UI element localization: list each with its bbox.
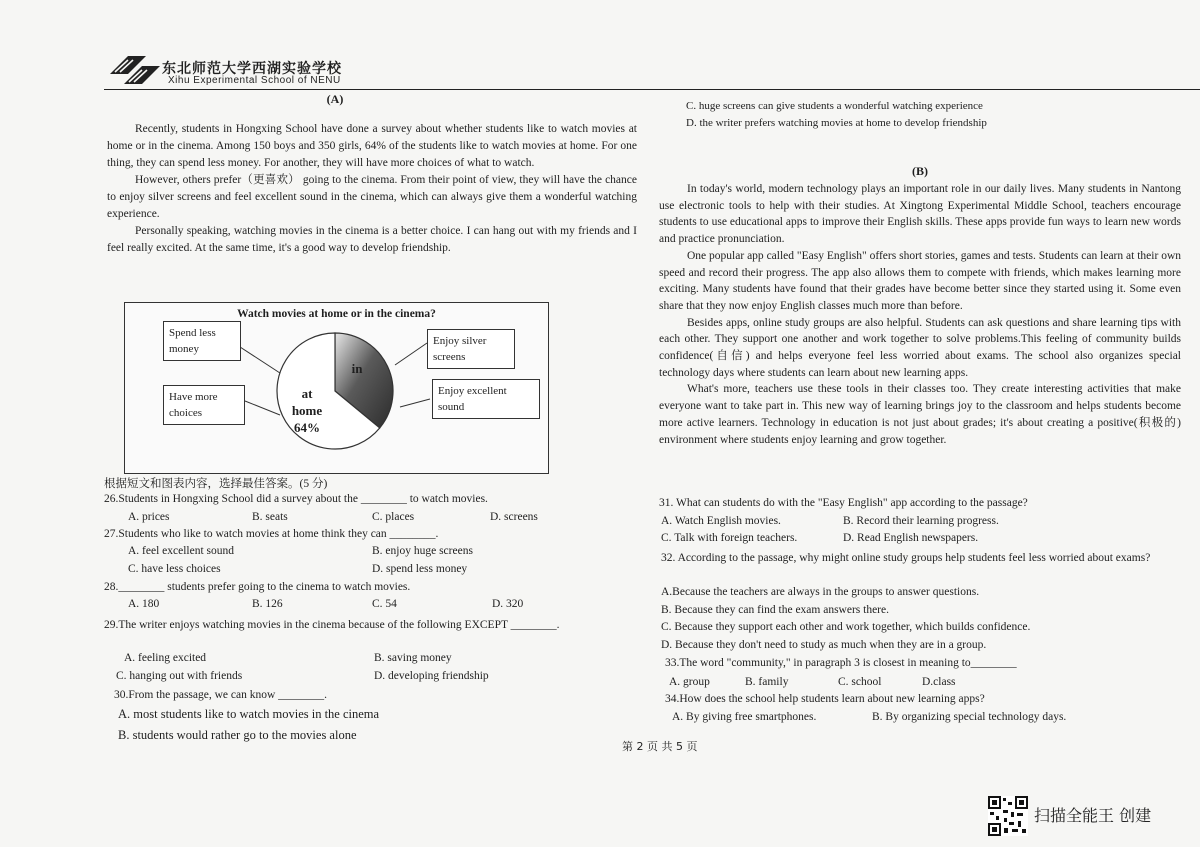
page-number: 第 2 页 共 5 页 <box>622 740 698 753</box>
option: C. school <box>838 676 882 688</box>
option: D. screens <box>490 511 538 523</box>
passage-b-paragraph: In today's world, modern technology plays an important role in our daily lives. Many students in Nantong use electronic tools to help with their studies. At Xingtong Experimental Middle School, teachers encourage students to use educational apps to improve their English skills. These apps provide fun ways to learn new words and practice pronunciation. <box>659 183 1181 246</box>
annotation-have-more-choices: Have more choices <box>163 385 245 425</box>
option: A. group <box>669 676 710 688</box>
option: B. family <box>745 676 789 688</box>
passage-a-title: (A) <box>326 92 344 106</box>
question-29: 29.The writer enjoys watching movies in the cinema because of the following EXCEPT ________. <box>104 619 560 631</box>
option: B. Record their learning progress. <box>843 515 999 527</box>
passage-a-text <box>107 121 637 257</box>
option: A. feeling excited <box>124 652 207 664</box>
question-31: 31. What can students do with the "Easy English" app according to the passage? <box>659 497 1028 509</box>
question-30: 30.From the passage, we can know ________. <box>114 689 328 701</box>
option: B. enjoy huge screens <box>372 545 473 557</box>
header-divider <box>104 89 1200 90</box>
option: B. Because they can find the exam answers there. <box>661 604 889 616</box>
qr-code-icon <box>988 796 1028 836</box>
option: A. prices <box>128 511 170 523</box>
option: A.Because the teachers are always in the groups to answer questions. <box>661 586 980 598</box>
question-26: 26.Students in Hongxing School did a survey about the ________ to watch movies. <box>104 493 488 505</box>
passage-b-paragraph: One popular app called "Easy English" offers short stories, games and tests. Students can learn at their own speed and record their progress. The app also allows them to compete with friends, which makes learning more exciting. Many students have found that their grades have become better since they started using it. Some even share that they now enjoy English classes much more than before. <box>659 249 1181 312</box>
option: C. have less choices <box>128 563 221 575</box>
option: D. spend less money <box>372 563 468 575</box>
option: A. feel excellent sound <box>128 545 235 557</box>
passage-b-paragraph: Besides apps, online study groups are also helpful. Students can ask questions and share learning tips with each other. They support one another and work together to solve problems.This feeling of community builds confidence(自信) and helps everyone feel less worried about exams. The school also organizes special technology days where students can learn about new learning apps. <box>659 316 1181 379</box>
question-32: 32. According to the passage, why might online study groups help students feel less worried about exams? <box>661 552 1151 564</box>
option: D. developing friendship <box>374 670 489 682</box>
pie-label-in-cinema: in <box>351 361 363 376</box>
option: B. seats <box>252 511 288 523</box>
option: B. saving money <box>374 652 452 664</box>
pie-chart-figure <box>124 302 549 474</box>
annotation-spend-less-money: Spend less money <box>163 321 241 361</box>
option: D.class <box>922 676 956 688</box>
question-33: 33.The word "community," in paragraph 3 is closest in meaning to________ <box>665 657 1017 669</box>
school-name-english: Xihu Experimental School of NENU <box>168 75 341 86</box>
annotation-enjoy-silver-screens: Enjoy silver screens <box>427 329 515 369</box>
question-34: 34.How does the school help students learn about new learning apps? <box>665 693 985 705</box>
passage-b-paragraph: What's more, teachers use these tools in their classes too. They create interesting activities that make everyone want to take part in. This new way of learning brings joy to the classroom and helps students become more active learners. Technology in education is not just about grades; it's about creating a positive(积极的) environment where students enjoy learning and grow together. <box>659 383 1181 446</box>
annotation-enjoy-excellent-sound: Enjoy excellent sound <box>432 379 540 419</box>
option: D. Because they don't need to study as much when they are in a group. <box>661 639 987 651</box>
option: C. Because they support each other and work together, which builds confidence. <box>661 621 1031 633</box>
option: C. huge screens can give students a wonderful watching experience <box>686 100 983 112</box>
option: D. Read English newspapers. <box>843 532 979 544</box>
school-name-chinese: 东北师范大学西湖实验学校 <box>162 61 342 77</box>
passage-b-text <box>659 181 1181 448</box>
question-28: 28.________ students prefer going to the cinema to watch movies. <box>104 581 411 593</box>
passage-b-title: (B) <box>912 164 928 178</box>
option: D. the writer prefers watching movies at home to develop friendship <box>686 117 987 129</box>
instruction: 根据短文和图表内容，选择最佳答案。(5 分) <box>104 478 328 490</box>
option: C. hanging out with friends <box>116 670 243 682</box>
question-27: 27.Students who like to watch movies at home think they can ________. <box>104 528 439 540</box>
option: C. places <box>372 511 415 523</box>
scanner-watermark: 扫描全能王 创建 <box>1034 806 1152 825</box>
option: B. 126 <box>252 598 283 610</box>
option: D. 320 <box>492 598 524 610</box>
option: C. Talk with foreign teachers. <box>661 532 798 544</box>
option: B. By organizing special technology days. <box>872 711 1067 723</box>
school-logo-icon <box>106 52 164 88</box>
option: C. 54 <box>372 598 397 610</box>
option: A. 180 <box>128 598 160 610</box>
chart-title: Watch movies at home or in the cinema? <box>237 308 436 320</box>
passage-a-paragraph: Recently, students in Hongxing School have done a survey about whether students like to watch movies at home or in the cinema. Among 150 boys and 350 girls, 64% of the students like to watch movies at home. For one thing, they can spend less money. For another, they will have more choices of what to watch. <box>107 123 637 169</box>
pie-label-at-home: at home 64% <box>291 386 323 435</box>
option: A. Watch English movies. <box>661 515 781 527</box>
option: A. most students like to watch movies in the cinema <box>118 707 380 721</box>
passage-a-paragraph: Personally speaking, watching movies in the cinema is a better choice. I can hang out with my friends and I feel really excited. At the same time, it's a good way to develop friendship. <box>107 225 637 254</box>
option: B. students would rather go to the movies alone <box>118 728 357 742</box>
passage-a-paragraph: However, others prefer（更喜欢） going to the cinema. From their point of view, they will have the chance to enjoy silver screens and feel excellent sound in the cinema, which can always give them a wonderful watching experience. <box>107 174 637 220</box>
option: A. By giving free smartphones. <box>672 711 817 723</box>
